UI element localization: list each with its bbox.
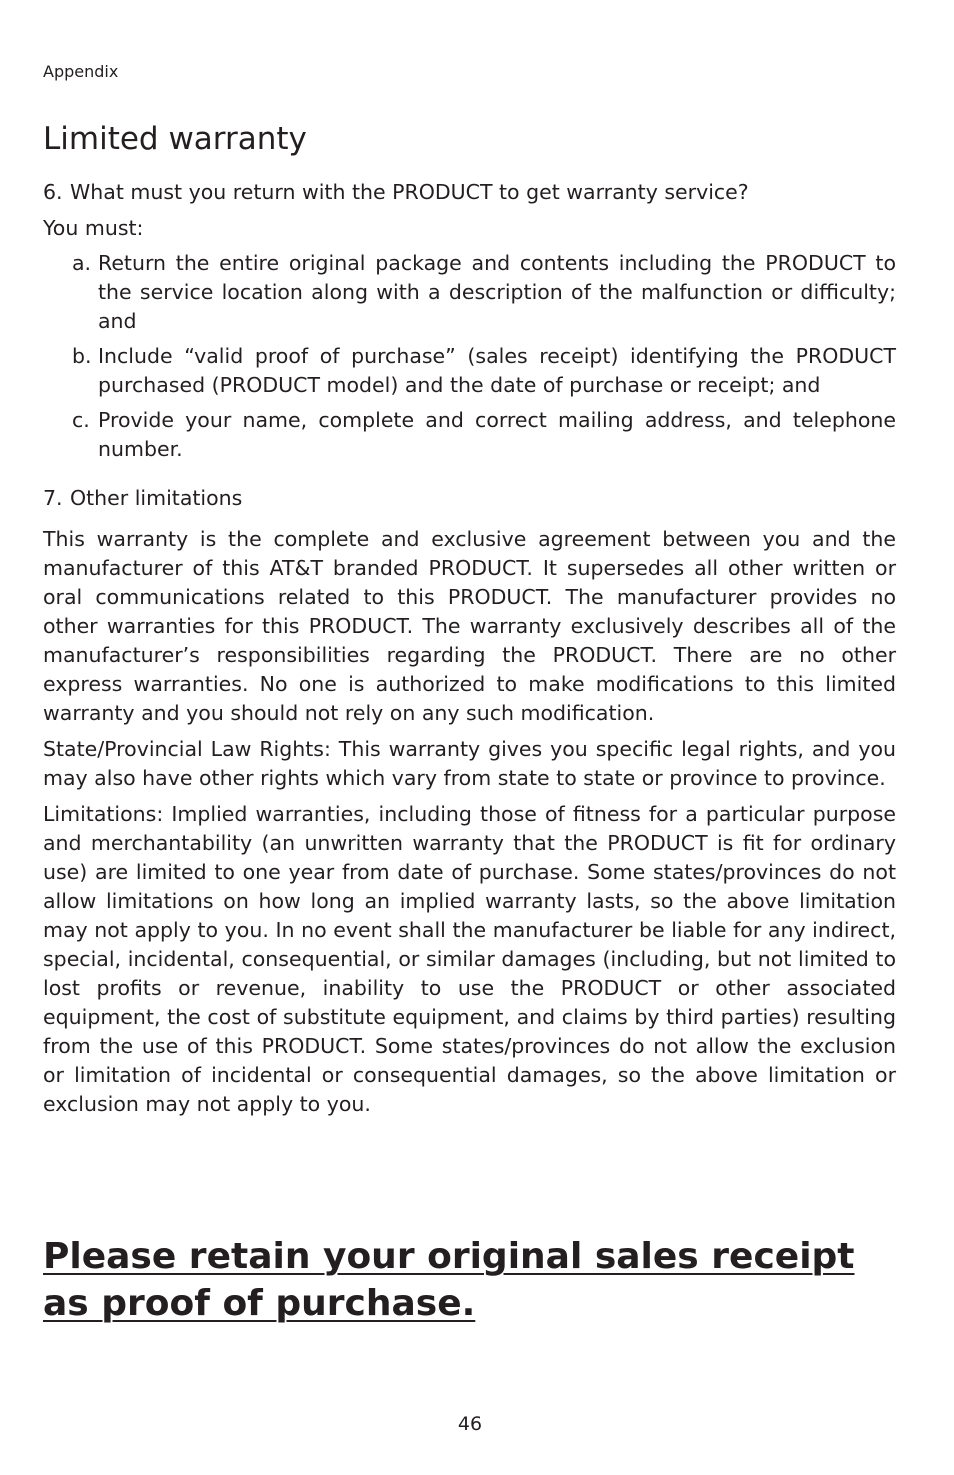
question-6-number: 6. <box>43 180 63 204</box>
paragraph-limitations: Limitations: Implied warranties, including those of fitness for a particular purpose and merchantability (an unwritten warranty that the PRODUCT is fit for ordinary use) are limited to one year from date of purchase. Some states/provinces do not allow limitations on how long an implied warranty lasts, so the above limitation may not apply to you. In no event shall the manufacturer be liable for any indirect, special, incidental, consequential, or similar damages (including, but not limited to lost profits or revenue, inability to use the PRODUCT or other associated equipment, the cost of substitute equipment, and claims by third parties) resulting from the use of this PRODUCT. Some states/provinces do not allow the exclusion or limitation of incidental or consequential damages, so the above limitation or exclusion may not apply to you. <box>43 802 896 1116</box>
list-item-letter: c. <box>72 408 90 432</box>
list-item <box>72 406 896 464</box>
list-item-text: Return the entire original package and contents including the PRODUCT to the service location along with a description of the malfunction or difficulty; and <box>98 251 896 333</box>
page-title: Limited warranty <box>43 121 307 157</box>
list-item-letter: a. <box>72 251 92 275</box>
question-6-heading <box>43 178 896 207</box>
list-item-text: Provide your name, complete and correct mailing address, and telephone number. <box>98 408 896 461</box>
list-item-text: Include “valid proof of purchase” (sales receipt) identifying the PRODUCT purchased (PRODUCT model) and the date of purchase or receipt; and <box>98 344 896 397</box>
paragraph-agreement: This warranty is the complete and exclusive agreement between you and the manufacturer of this AT&T branded PRODUCT. It supersedes all other written or oral communications related to this PRODUCT. The manufacturer provides no other warranties for this PRODUCT. The warranty exclusively describes all of the manufacturer’s responsibilities regarding the PRODUCT. There are no other express warranties. No one is authorized to make modifications to this limited warranty and you should not rely on any such modification. <box>43 527 896 725</box>
page-number: 46 <box>457 1413 483 1435</box>
section-label: Appendix <box>43 62 119 81</box>
paragraph-law-rights: State/Provincial Law Rights: This warranty gives you specific legal rights, and you may also have other rights which vary from state to state or province to province. <box>43 737 896 790</box>
question-7-heading <box>43 484 896 513</box>
question-6-text: What must you return with the PRODUCT to get warranty service? <box>70 180 749 204</box>
question-7-text: Other limitations <box>70 486 243 510</box>
question-7-number: 7. <box>43 486 63 510</box>
list-item <box>72 342 896 400</box>
question-6-intro: You must: <box>43 216 144 240</box>
retain-receipt-notice: Please retain your original sales receipt as proof of purchase. <box>43 1236 855 1324</box>
list-item <box>72 249 896 336</box>
list-item-letter: b. <box>72 344 92 368</box>
requirements-list <box>72 249 896 464</box>
warranty-content <box>43 178 896 1119</box>
